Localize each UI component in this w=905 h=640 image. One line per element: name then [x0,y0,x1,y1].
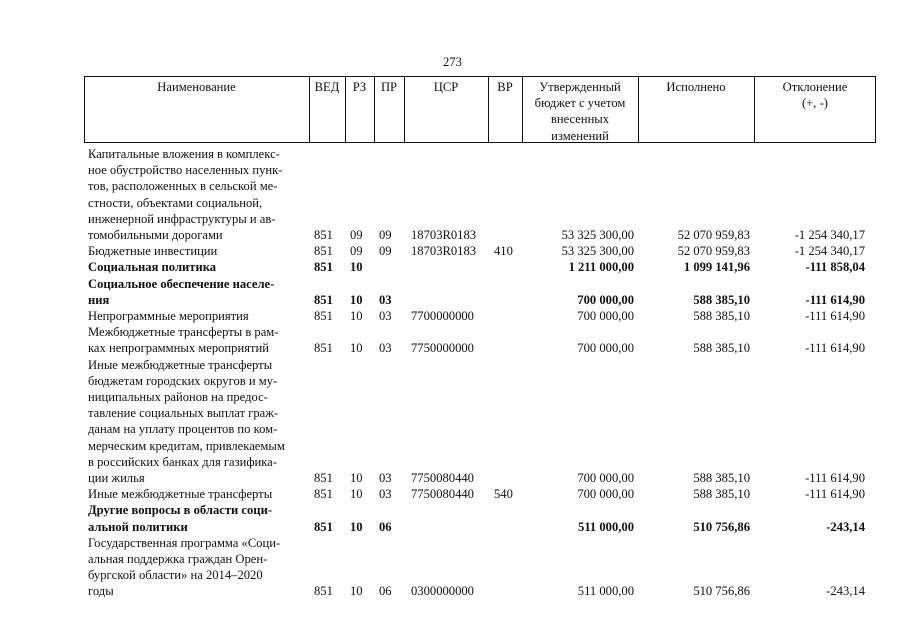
row-csr: 18703R0183 [411,228,477,242]
row-ved: 851 [314,260,333,275]
row-rz: 09 [350,228,363,242]
row-csr: 18703R0183 [411,244,477,259]
row-approved: 700 000,00 [577,470,634,485]
row-approved: 1 211 000,00 [568,260,634,275]
header-ved: ВЕД [314,80,340,94]
row-name-line: альной политики [88,519,188,534]
table-row [0,276,905,308]
table-row [0,146,905,243]
row-name-line: ции жилья [88,471,145,486]
row-approved: 53 325 300,00 [561,244,634,259]
row-approved: 511 000,00 [577,584,634,599]
table-row [0,486,905,502]
row-pr: 03 [379,309,392,323]
row-name-line: альная поддержка граждан Орен- [88,552,268,566]
row-name [88,486,310,502]
header-deviation [754,79,876,111]
row-executed: 588 385,10 [693,470,750,485]
table-row [0,535,905,600]
row-name-line: томобильными дорогами [88,228,223,243]
row-pr: 03 [379,470,392,485]
row-name-line: ках непрограммных мероприятий [88,341,269,356]
row-deviation: -111 614,90 [805,487,865,502]
row-executed: 1 099 141,96 [683,260,750,275]
row-rz: 10 [350,487,363,502]
header-approved-line: бюджет с учетом [534,96,626,111]
row-csr: 0300000000 [411,584,474,599]
row-name [88,308,310,324]
header-rz: РЗ [352,80,367,94]
row-rz: 10 [350,292,363,307]
row-name-line: тавление социальных выплат граж- [88,406,279,421]
row-name [88,243,310,259]
row-name-line: инженерной инфраструктуры и ав- [88,211,276,226]
row-ved: 851 [314,228,333,242]
row-approved: 700 000,00 [577,309,634,323]
row-executed: 52 070 959,83 [677,244,750,259]
header-pr: ПР [380,80,398,94]
row-name [88,259,310,275]
row-name [88,324,310,356]
row-ved: 851 [314,470,333,485]
row-name-line: бургской области» на 2014–2020 [88,568,263,583]
row-name-line: данам на уплату процентов по ком- [88,422,278,437]
row-name [88,357,310,487]
row-name-line: Непрограммные мероприятия [88,309,249,323]
row-executed: 588 385,10 [693,309,750,323]
row-approved: 53 325 300,00 [561,228,634,242]
row-deviation: -111 614,90 [805,309,865,323]
row-name-line: Иные межбюджетные трансферты [88,357,273,372]
row-rz: 10 [350,584,363,599]
row-rz: 10 [350,260,363,275]
header-name: Наименование [157,80,236,94]
row-approved: 700 000,00 [577,487,634,502]
header-deviation-line: Отклонение [782,80,848,94]
row-name-line: Иные межбюджетные трансферты [88,487,273,502]
table-row [0,357,905,487]
row-name-line: годы [88,584,114,599]
header-csr: ЦСР [433,80,459,94]
page-number: 273 [443,55,462,69]
table-row [0,324,905,356]
header-approved-line: изменений [551,128,609,143]
row-deviation: -111 614,90 [805,292,865,307]
row-executed: 52 070 959,83 [677,228,750,242]
header-vr: ВР [497,80,513,94]
row-deviation: -111 614,90 [805,470,865,485]
row-ved: 851 [314,487,333,502]
row-rz: 10 [350,341,363,356]
row-name-line: Капитальные вложения в комплекс- [88,147,280,161]
row-executed: 510 756,86 [693,519,750,534]
row-name-line: тов, расположенных в сельской ме- [88,179,278,194]
row-pr: 06 [379,519,392,534]
header-executed: Исполнено [666,80,726,94]
row-executed: 588 385,10 [693,341,750,356]
header-approved-line: Утвержденный [539,80,621,94]
row-csr: 7700000000 [411,309,474,323]
header-approved [522,79,638,144]
row-name-line: Межбюджетные трансферты в рам- [88,325,279,340]
row-csr: 7750000000 [411,341,474,356]
row-ved: 851 [314,244,333,259]
row-name-line: в российских банках для газифика- [88,454,277,469]
table-row [0,259,905,275]
row-executed: 510 756,86 [693,584,750,599]
table-row [0,243,905,259]
row-ved: 851 [314,309,333,323]
row-name-line: бюджетам городских округов и му- [88,373,278,388]
row-name-line: Государственная программа «Соци- [88,535,281,550]
row-name [88,146,310,243]
header-approved-line: внесенных [550,112,610,127]
row-deviation: -243,14 [826,519,865,534]
row-rz: 10 [350,309,363,323]
row-approved: 511 000,00 [578,519,634,534]
row-name-line: Бюджетные инвестиции [88,244,218,259]
row-rz: 10 [350,470,363,485]
row-name [88,535,310,600]
row-rz: 09 [350,244,363,259]
row-ved: 851 [314,292,333,307]
table-row [0,502,905,534]
row-name [88,502,310,534]
row-csr: 7750080440 [411,470,474,485]
table-row [0,308,905,324]
row-ved: 851 [314,519,333,534]
row-name-line: стности, объектами социальной, [88,195,263,210]
row-deviation: -111 858,04 [805,260,865,275]
row-executed: 588 385,10 [693,292,750,307]
row-name-line: ния [88,292,110,307]
row-ved: 851 [314,584,333,599]
row-pr: 09 [379,228,392,242]
row-name-line: Социальное обеспечение населе- [88,276,275,291]
row-name-line: мерческим кредитам, привлекаемым [88,438,285,453]
row-name [88,276,310,308]
row-vr: 540 [494,487,513,502]
row-pr: 03 [379,292,392,307]
row-vr: 410 [494,244,513,259]
row-csr: 7750080440 [411,487,474,502]
row-approved: 700 000,00 [577,292,634,307]
row-pr: 06 [379,584,392,599]
row-pr: 09 [379,244,392,259]
row-executed: 588 385,10 [693,487,750,502]
row-deviation: -1 254 340,17 [794,244,865,259]
row-deviation: -111 614,90 [805,341,865,356]
row-deviation: -1 254 340,17 [794,228,865,242]
row-ved: 851 [314,341,333,356]
row-name-line: Другие вопросы в области соци- [88,503,273,518]
row-pr: 03 [379,341,392,356]
row-approved: 700 000,00 [577,341,634,356]
row-deviation: -243,14 [826,584,865,599]
row-name-line: Социальная политика [88,260,217,275]
row-name-line: ное обустройство населенных пунк- [88,163,283,178]
row-pr: 03 [379,487,392,502]
row-name-line: ниципальных районов на предос- [88,390,268,404]
header-deviation-line: (+, -) [802,96,828,111]
row-rz: 10 [350,519,363,534]
